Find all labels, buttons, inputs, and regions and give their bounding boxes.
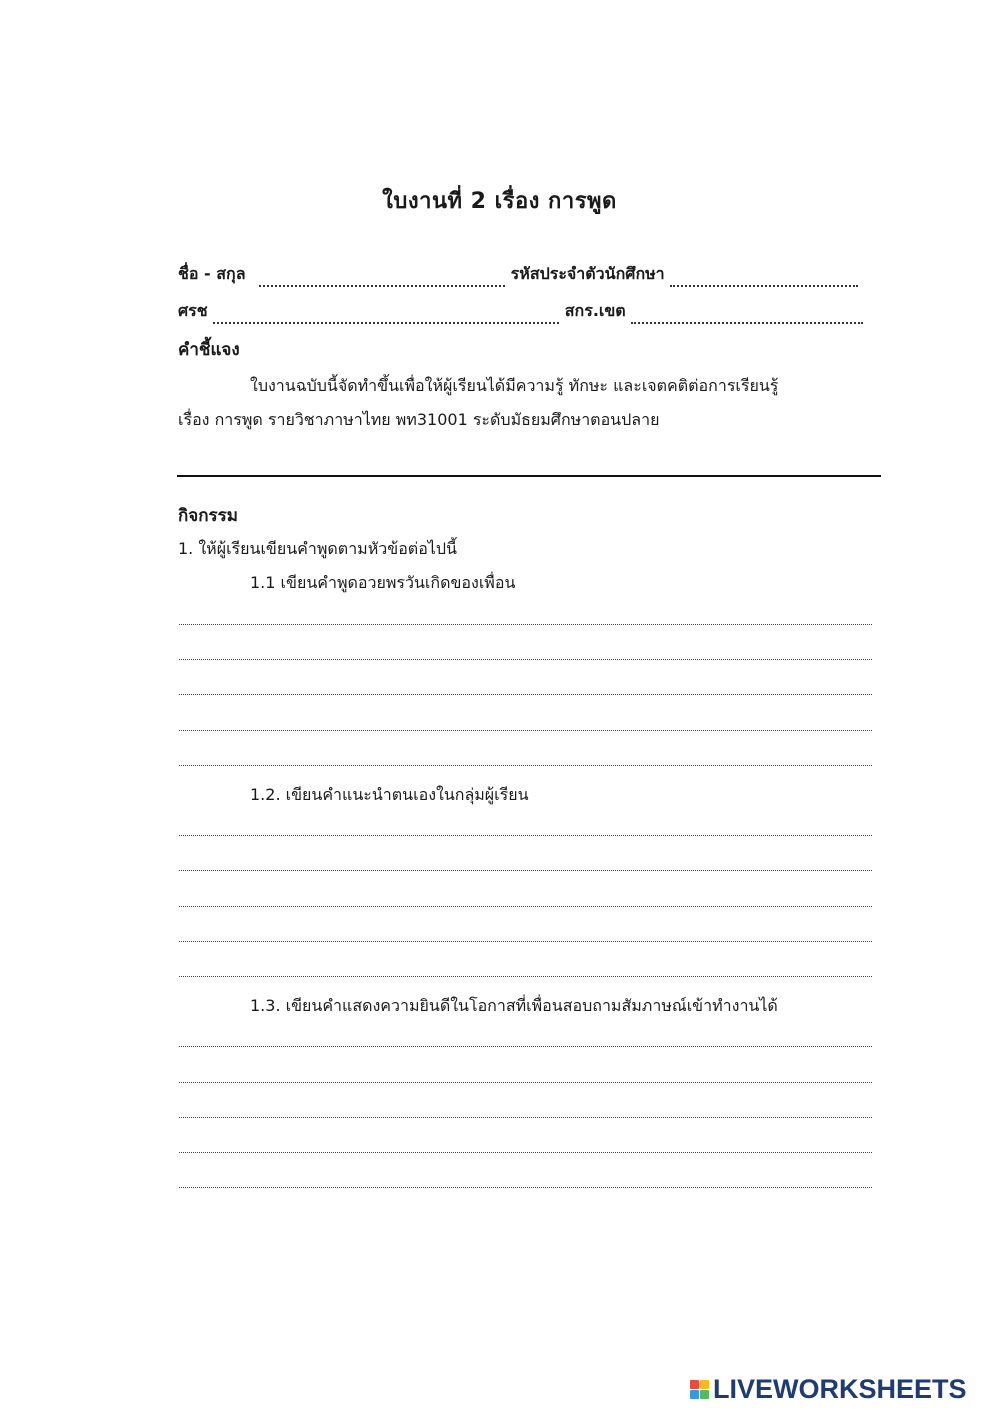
name-input[interactable]	[259, 267, 505, 287]
liveworksheets-logo[interactable]	[690, 1374, 967, 1404]
center-label: ศรช	[178, 301, 208, 320]
center-row	[178, 299, 863, 324]
answer-1-line-2[interactable]	[179, 637, 872, 660]
answer-2-line-4[interactable]	[179, 919, 872, 942]
page-title: ใบงานที่ 2 เรื่อง การพูด	[382, 189, 617, 214]
answer-3-line-4[interactable]	[179, 1130, 872, 1153]
district-label: สกร.เขต	[564, 301, 626, 320]
activity-heading: กิจกรรม	[178, 506, 239, 526]
instructions-line-1: ใบงานฉบับนี้จัดทำขึ้นเพื่อให้ผู้เรียนได้มีความรู้ ทักษะ และเจตคติต่อการเรียนรู้	[250, 376, 779, 395]
student-id-input[interactable]	[670, 267, 858, 287]
instructions-line-2: เรื่อง การพูด รายวิชาภาษาไทย พท31001 ระดับมัธยมศึกษาตอนปลาย	[178, 410, 660, 429]
logo-tile-green	[700, 1390, 709, 1399]
center-input[interactable]	[213, 304, 559, 324]
answer-2-line-1[interactable]	[179, 813, 872, 836]
activity-item-3-label: 1.3. เขียนคำแสดงความยินดีในโอกาสที่เพื่อนสอบถามสัมภาษณ์เข้าทำงานได้	[250, 996, 778, 1015]
activity-prompt: 1. ให้ผู้เรียนเขียนคำพูดตามหัวข้อต่อไปนี้	[178, 539, 457, 558]
answer-2-line-5[interactable]	[179, 954, 872, 977]
answer-1-line-5[interactable]	[179, 743, 872, 766]
answer-2-line-3[interactable]	[179, 884, 872, 907]
answer-3-line-5[interactable]	[179, 1165, 872, 1188]
instructions-heading: คำชี้แจง	[178, 340, 240, 360]
activity-item-2-label: 1.2. เขียนคำแนะนำตนเองในกลุ่มผู้เรียน	[250, 785, 529, 804]
activity-item-1-label: 1.1 เขียนคำพูดอวยพรวันเกิดของเพื่อน	[250, 573, 516, 592]
answer-1-line-4[interactable]	[179, 708, 872, 731]
student-name-row	[178, 262, 858, 287]
answer-3-line-1[interactable]	[179, 1024, 872, 1047]
answer-3-line-2[interactable]	[179, 1060, 872, 1083]
liveworksheets-logo-icon	[690, 1380, 709, 1399]
answer-1-line-1[interactable]	[179, 602, 872, 625]
answer-2-line-2[interactable]	[179, 848, 872, 871]
student-id-label: รหัสประจำตัวนักศึกษา	[510, 264, 665, 283]
answer-3-line-3[interactable]	[179, 1095, 872, 1118]
section-divider	[177, 475, 881, 477]
logo-tile-blue	[690, 1390, 699, 1399]
answer-1-line-3[interactable]	[179, 672, 872, 695]
brand-name: LIVEWORKSHEETS	[713, 1373, 967, 1404]
district-input[interactable]	[631, 304, 863, 324]
logo-tile-yellow	[700, 1380, 709, 1389]
name-label: ชื่อ - สกุล	[178, 264, 246, 283]
logo-tile-red	[690, 1380, 699, 1389]
